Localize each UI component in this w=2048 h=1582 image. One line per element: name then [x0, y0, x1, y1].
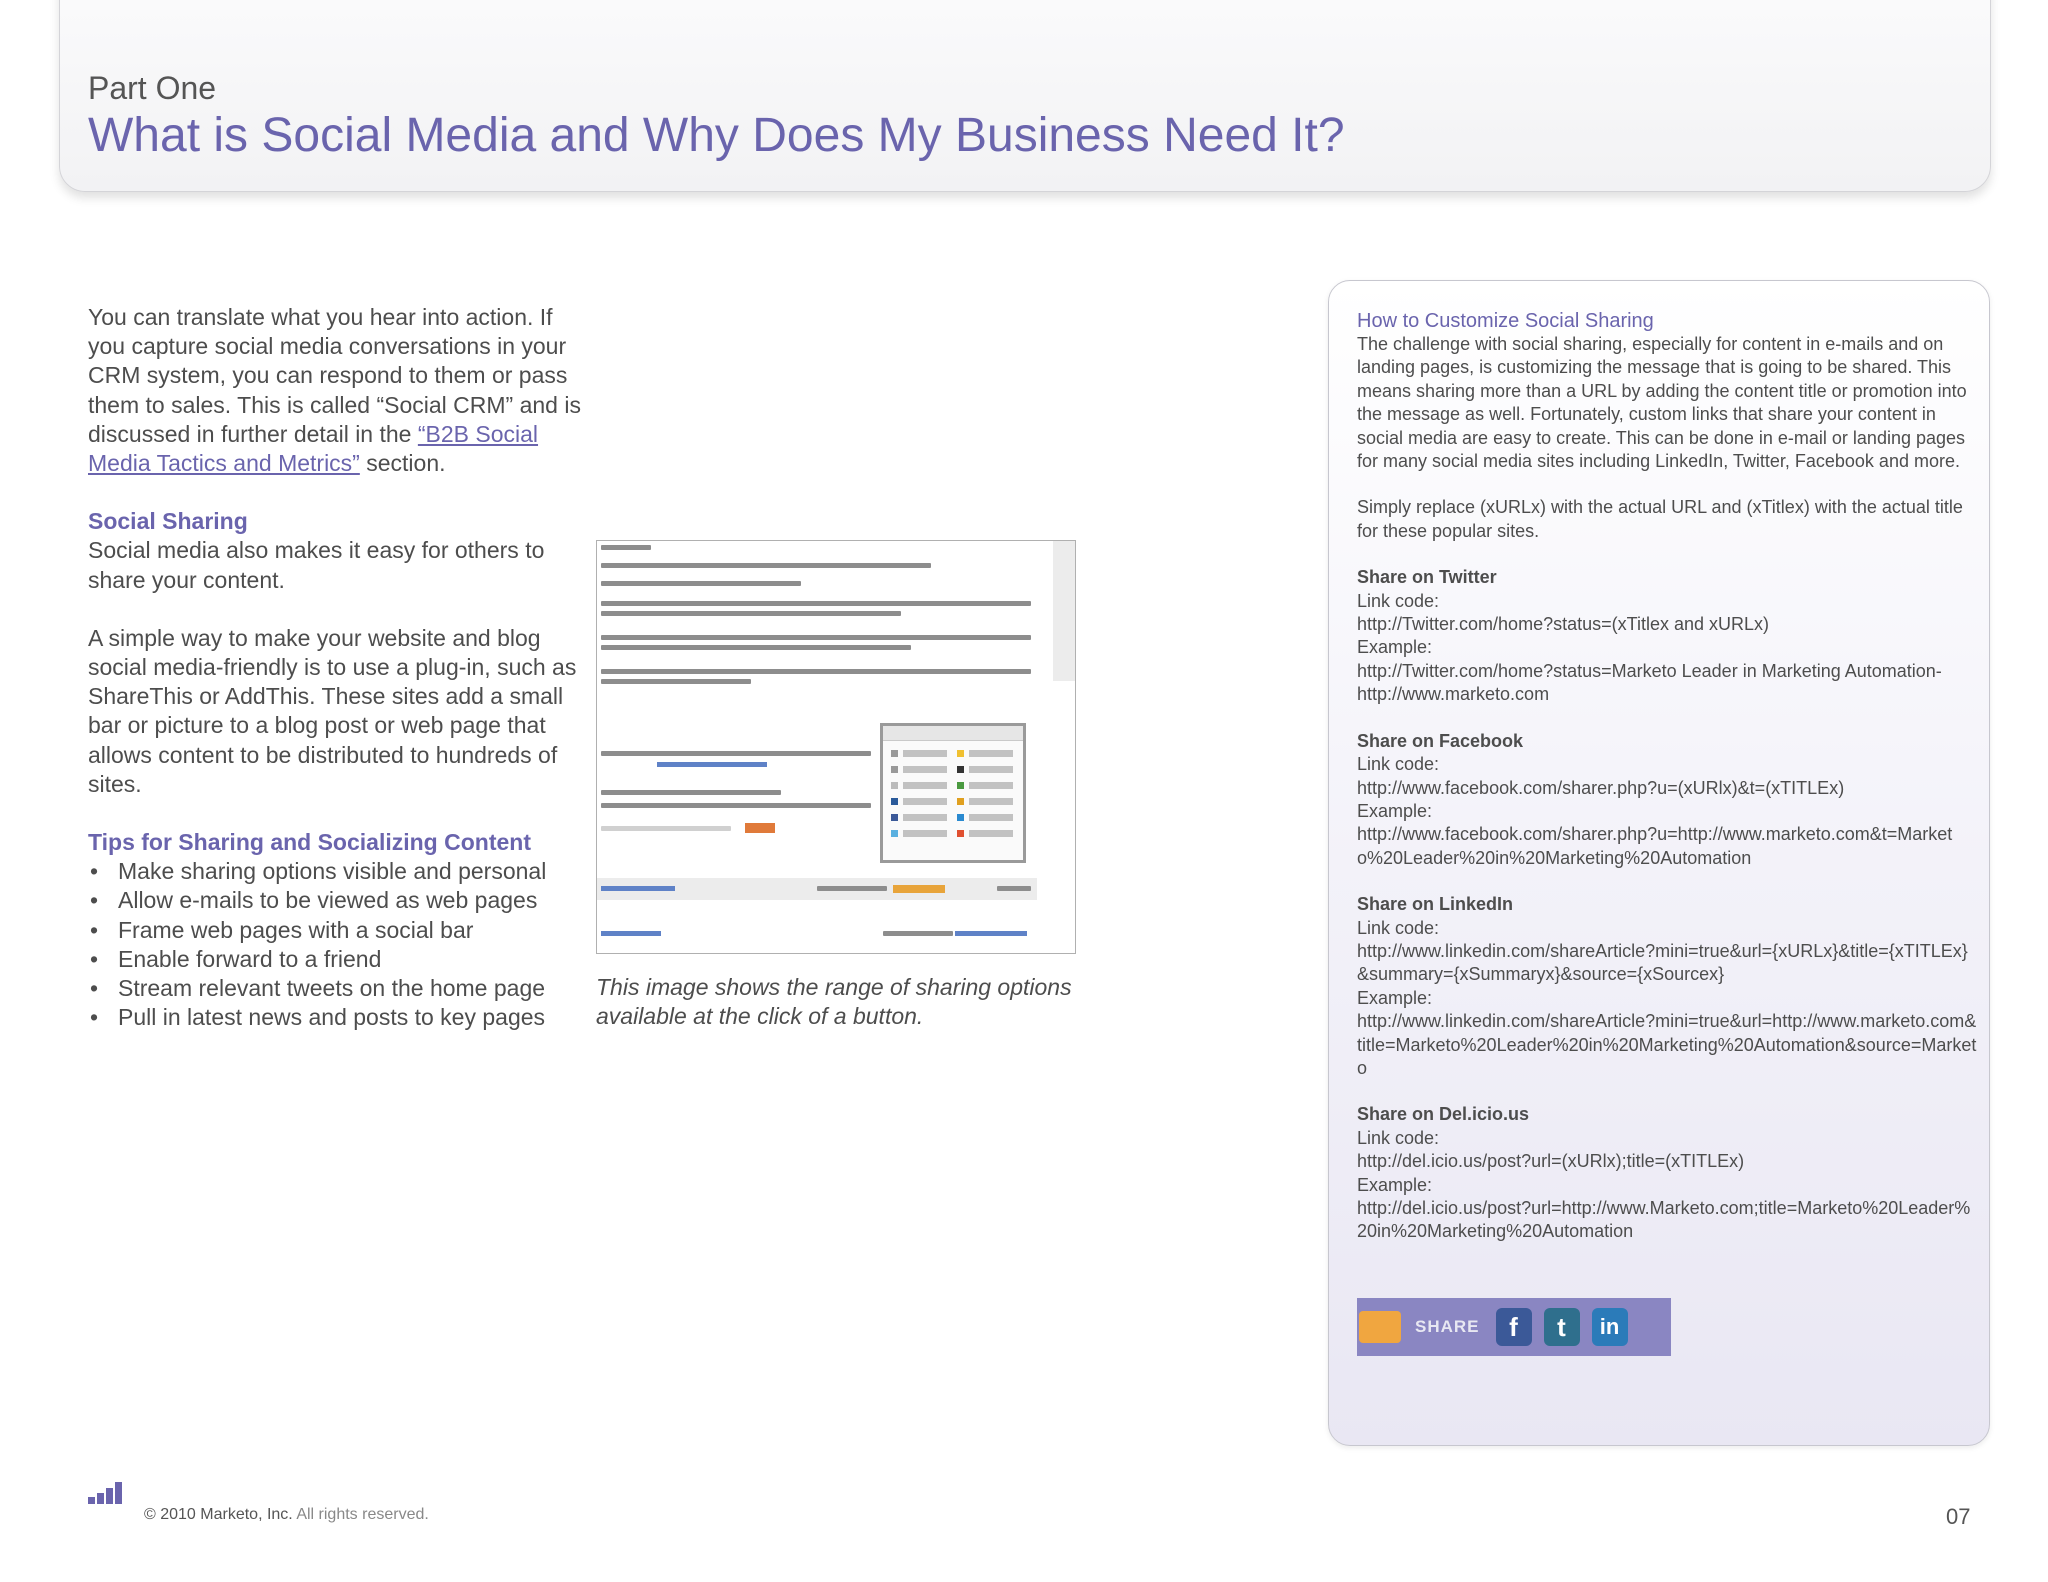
example-label: Example:	[1357, 987, 1433, 1008]
linkedin-example: http://www.linkedin.com/shareArticle?mini=true&url=http://www.marketo.com&title=Marketo%20Leader%20in%20Marketing%20Automation&source=Marketo	[1357, 1011, 1977, 1078]
link-code-label: Link code:	[1357, 590, 1440, 611]
list-item: • Frame web pages with a social bar	[88, 916, 588, 945]
b2b-tactics-link[interactable]: “B2B Social Media Tactics and Metrics”	[88, 420, 539, 477]
example-label: Example:	[1357, 1174, 1433, 1195]
figure-caption: This image shows the range of sharing options available at the click of a button.	[596, 974, 1072, 1030]
tips-heading: Tips for Sharing and Socializing Content	[88, 829, 531, 856]
example-label: Example:	[1357, 637, 1433, 658]
share-bar	[1357, 1298, 1671, 1356]
part-label: Part One	[88, 70, 217, 106]
list-item: • Make sharing options visible and personal	[88, 857, 588, 886]
social-sharing-heading: Social Sharing	[88, 508, 248, 535]
linkedin-icon[interactable]: in	[1592, 1308, 1628, 1346]
intro-paragraph: You can translate what you hear into action. If you capture social media conversations in your CRM system, you can respond to them or pass them to sales. This is called “Social CRM” and is discussed in further detail in the “B2B Social Media Tactics and Metrics” section.	[88, 304, 581, 477]
link-code-label: Link code:	[1357, 754, 1440, 775]
example-label: Example:	[1357, 800, 1433, 821]
linkedin-heading: Share on LinkedIn	[1357, 894, 1514, 915]
copyright: © 2010 Marketo, Inc. All rights reserved.	[144, 1506, 429, 1523]
plugin-paragraph: A simple way to make your website and blog social media-friendly is to use a plug-in, such as ShareThis or AddThis. These sites add a small bar or picture to a blog post or web page that allows content to be distributed to hundreds of sites.	[88, 624, 577, 797]
twitter-heading: Share on Twitter	[1357, 567, 1497, 588]
addthis-logo-icon	[1359, 1311, 1401, 1343]
delicious-heading: Share on Del.icio.us	[1357, 1104, 1530, 1125]
link-code-label: Link code:	[1357, 1127, 1440, 1148]
facebook-link-code: http://www.facebook.com/sharer.php?u=(xURlx)&t=(xTITLEx)	[1357, 777, 1845, 798]
main-text-column	[88, 303, 588, 1032]
sidebar-replace-note: Simply replace (xURLx) with the actual URL and (xTitlex) with the actual title for these popular sites.	[1357, 497, 1963, 541]
list-item: • Enable forward to a friend	[88, 945, 588, 974]
list-item: • Stream relevant tweets on the home page	[88, 974, 588, 1003]
page-number: 07	[1946, 1504, 1971, 1529]
share-label: SHARE	[1415, 1317, 1480, 1336]
header-panel	[59, 0, 1991, 192]
sidebar-title: How to Customize Social Sharing	[1357, 310, 1654, 332]
facebook-example: http://www.facebook.com/sharer.php?u=http://www.marketo.com&t=Marketo%20Leader%20in%20Marketing%20Automation	[1357, 824, 1953, 868]
linkedin-link-code: http://www.linkedin.com/shareArticle?mini=true&url={xURLx}&title={xTITLEx}&summary={xSummaryx}&source={xSourcex}	[1357, 940, 1968, 985]
social-sharing-text: Social media also makes it easy for others to share your content.	[88, 537, 545, 593]
delicious-example: http://del.icio.us/post?url=http://www.Marketo.com;title=Marketo%20Leader%20in%20Marketing%20Automation	[1357, 1198, 1971, 1242]
bookmark-share-popup	[880, 723, 1026, 863]
list-item: • Allow e-mails to be viewed as web pages	[88, 886, 588, 915]
facebook-icon[interactable]: f	[1496, 1308, 1532, 1346]
sidebar-content	[1357, 309, 1977, 1244]
page-title: What is Social Media and Why Does My Business Need It?	[88, 109, 1345, 162]
delicious-link-code: http://del.icio.us/post?url=(xURlx);title=(xTITLEx)	[1357, 1151, 1745, 1172]
twitter-link-code: http://Twitter.com/home?status=(xTitlex and xURLx)	[1357, 614, 1769, 635]
facebook-heading: Share on Facebook	[1357, 730, 1524, 751]
tips-list	[88, 857, 588, 1032]
link-code-label: Link code:	[1357, 917, 1440, 938]
sidebar-intro: The challenge with social sharing, especially for content in e-mails and on landing pages, is customizing the message that is going to be shared. This means sharing more than a URL by adding the content title or promotion into the message as well. Fortunately, custom links that share your content in social media are easy to create. This can be done in e-mail or landing pages for many social media sites including LinkedIn, Twitter, Facebook and more.	[1357, 334, 1967, 472]
list-item: • Pull in latest news and posts to key pages	[88, 1003, 588, 1032]
twitter-example: http://Twitter.com/home?status=Marketo Leader in Marketing Automation- http://www.marketo.com	[1357, 660, 1942, 705]
twitter-icon[interactable]: t	[1544, 1308, 1580, 1346]
sharing-options-screenshot	[596, 540, 1076, 954]
